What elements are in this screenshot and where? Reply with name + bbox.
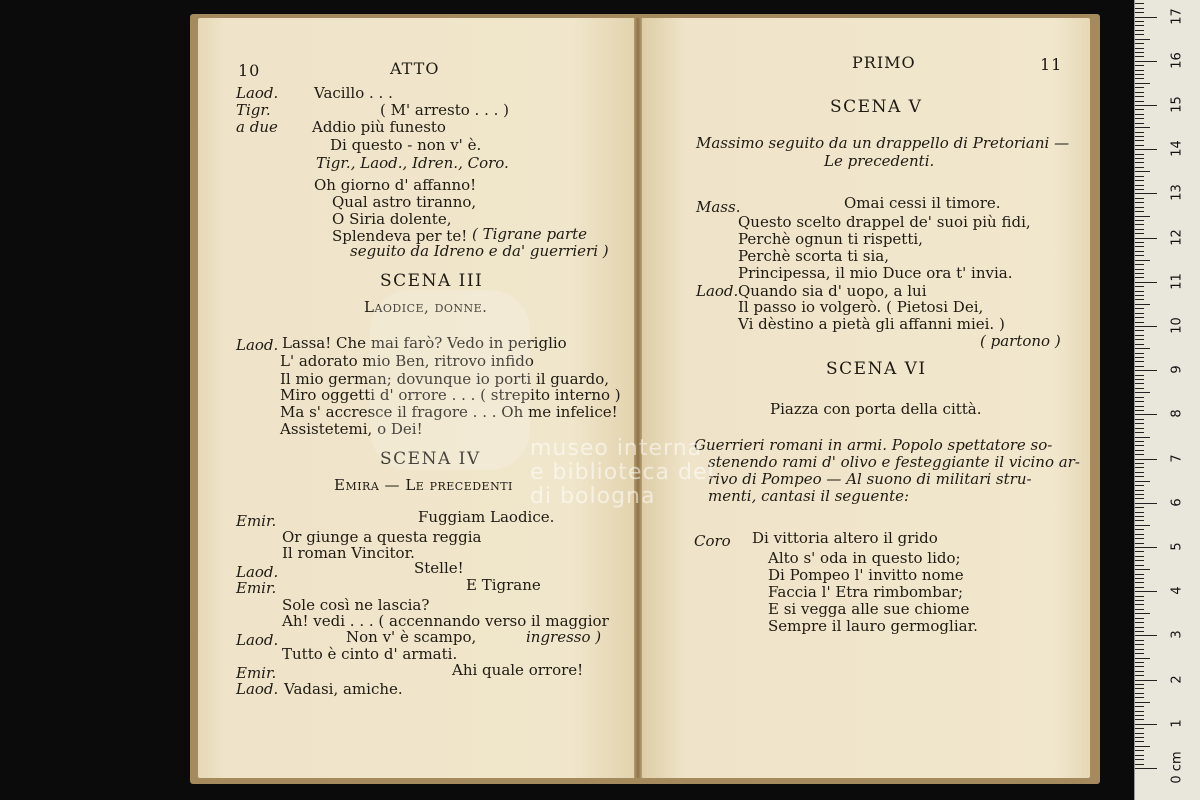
- ruler-tick: [1135, 167, 1144, 168]
- ruler-tick: [1135, 587, 1144, 588]
- ruler-tick: [1135, 295, 1144, 296]
- scene-title: SCENA V: [830, 97, 923, 117]
- verse-line: Vacillo . . .: [314, 84, 393, 102]
- ruler-tick: [1135, 596, 1144, 597]
- ruler-tick: [1135, 591, 1157, 592]
- ruler-tick: [1135, 662, 1144, 663]
- ruler-tick: [1135, 516, 1144, 517]
- ruler-tick: [1135, 476, 1144, 477]
- ruler-tick: [1135, 264, 1144, 265]
- scene-cast: Laodice, donne.: [364, 298, 488, 316]
- measurement-ruler: [1134, 0, 1200, 800]
- ruler-tick: [1135, 507, 1144, 508]
- ruler-number: 5: [1169, 542, 1185, 551]
- ruler-tick: [1135, 96, 1144, 97]
- ruler-tick: [1135, 17, 1157, 18]
- ruler-tick: [1135, 348, 1150, 349]
- ruler-number: 14: [1169, 140, 1185, 157]
- verse-line: Or giunge a questa reggia: [282, 528, 482, 546]
- ruler-tick: [1135, 118, 1144, 119]
- ruler-number: 10: [1169, 317, 1185, 334]
- ruler-tick: [1135, 715, 1144, 716]
- verse-line: Principessa, il mio Duce ora t' invia.: [738, 264, 1013, 282]
- verse-line: Ahi quale orrore!: [452, 661, 584, 679]
- verse-line: Non v' è scampo,: [346, 628, 477, 646]
- ruler-tick: [1135, 574, 1144, 575]
- verse-line: Lassa! Che mai farò? Vedo in periglio: [282, 334, 567, 352]
- ruler-tick: [1135, 145, 1144, 146]
- ruler-tick: [1135, 635, 1157, 636]
- stage-direction: ingresso ): [526, 628, 602, 646]
- ruler-number: 16: [1169, 52, 1185, 69]
- verse-line: E si vegga alle sue chiome: [768, 600, 970, 618]
- ruler-tick: [1135, 260, 1150, 261]
- ruler-tick: [1135, 25, 1144, 26]
- stage-direction: menti, cantasi il seguente:: [708, 487, 910, 505]
- ruler-tick: [1135, 410, 1144, 411]
- speaker: Emir.: [236, 512, 277, 530]
- ruler-tick: [1135, 693, 1144, 694]
- verse-line: ( M' arresto . . . ): [380, 101, 510, 119]
- ruler-tick: [1135, 176, 1144, 177]
- ruler-tick: [1135, 569, 1150, 570]
- speaker: Laod.: [236, 563, 279, 581]
- ruler-tick: [1135, 768, 1157, 769]
- ruler-tick: [1135, 61, 1157, 62]
- ruler-tick: [1135, 229, 1144, 230]
- ruler-tick: [1135, 207, 1144, 208]
- ruler-tick: [1135, 578, 1144, 579]
- ruler-tick: [1135, 423, 1144, 424]
- scene-cast: Emira — Le precedenti: [334, 476, 513, 494]
- verse-line: Perchè ognun ti rispetti,: [738, 230, 923, 248]
- ruler-tick: [1135, 640, 1144, 641]
- speaker: Emir.: [236, 664, 277, 682]
- ruler-tick: [1135, 12, 1144, 13]
- verse-line: Vadasi, amiche.: [284, 680, 403, 698]
- speaker: Laod.: [236, 631, 279, 649]
- ruler-tick: [1135, 87, 1144, 88]
- ruler-tick: [1135, 78, 1144, 79]
- verse-line: O Siria dolente,: [332, 210, 452, 228]
- ruler-tick: [1135, 534, 1144, 535]
- ruler-tick: [1135, 512, 1144, 513]
- scene-cast: Massimo seguito da un drappello di Pretoriani —: [696, 134, 1070, 152]
- scene-cast: Le precedenti.: [824, 152, 935, 170]
- ruler-tick: [1135, 392, 1150, 393]
- ruler-tick: [1135, 353, 1144, 354]
- ruler-tick: [1135, 445, 1144, 446]
- ruler-tick: [1135, 308, 1144, 309]
- ruler-tick: [1135, 600, 1144, 601]
- ruler-tick: [1135, 269, 1144, 270]
- ruler-tick: [1135, 291, 1144, 292]
- ruler-tick: [1135, 450, 1144, 451]
- ruler-tick: [1135, 189, 1144, 190]
- ruler-tick: [1135, 330, 1144, 331]
- ruler-tick: [1135, 149, 1157, 150]
- ruler-tick: [1135, 432, 1144, 433]
- ruler-tick: [1135, 401, 1144, 402]
- ruler-tick: [1135, 481, 1150, 482]
- ruler-tick: [1135, 43, 1144, 44]
- ruler-tick: [1135, 565, 1144, 566]
- ruler-tick: [1135, 101, 1144, 102]
- verse-line: Alto s' oda in questo lido;: [768, 549, 961, 567]
- right-page: [640, 18, 1090, 778]
- ruler-tick: [1135, 684, 1144, 685]
- ruler-tick: [1135, 560, 1144, 561]
- ruler-tick: [1135, 649, 1144, 650]
- ruler-number: 4: [1169, 586, 1185, 595]
- ruler-tick: [1135, 498, 1144, 499]
- speaker: Laod.: [236, 84, 279, 102]
- ruler-tick: [1135, 613, 1150, 614]
- ruler-tick: [1135, 224, 1144, 225]
- ruler-tick: [1135, 414, 1157, 415]
- ruler-number: 11: [1169, 273, 1185, 290]
- speaker: a due: [236, 118, 278, 136]
- verse-line: Ah! vedi . . . ( accennando verso il maggior: [282, 612, 609, 630]
- verse-line: Omai cessi il timore.: [844, 194, 1001, 212]
- watermark-text: di bologna: [530, 484, 656, 509]
- ruler-tick: [1135, 211, 1144, 212]
- right-running-head: PRIMO: [852, 53, 916, 72]
- stage-direction: Guerrieri romani in armi. Popolo spettatore so-: [694, 436, 1053, 454]
- ruler-tick: [1135, 216, 1150, 217]
- ruler-tick: [1135, 171, 1150, 172]
- ruler-number: 2: [1169, 674, 1185, 684]
- ruler-tick: [1135, 154, 1144, 155]
- ruler-tick: [1135, 397, 1144, 398]
- ruler-tick: [1135, 238, 1157, 239]
- ruler-tick: [1135, 494, 1144, 495]
- ruler-tick: [1135, 666, 1144, 667]
- speaker: Mass.: [696, 198, 741, 216]
- ruler-tick: [1135, 627, 1144, 628]
- verse-line: Perchè scorta ti sia,: [738, 247, 890, 265]
- ruler-tick: [1135, 706, 1144, 707]
- watermark-text: e biblioteca del: [530, 460, 715, 485]
- ruler-number: 9: [1169, 365, 1185, 374]
- ruler-tick: [1135, 339, 1144, 340]
- ruler-tick: [1135, 688, 1144, 689]
- verse-line: Di vittoria altero il grido: [752, 529, 938, 547]
- ruler-tick: [1135, 326, 1157, 327]
- ruler-number: 17: [1169, 7, 1185, 25]
- verse-line: Questo scelto drappel de' suoi più fidi,: [738, 213, 1031, 231]
- ruler-tick: [1135, 370, 1157, 371]
- verse-line: Sole così ne lascia?: [282, 596, 430, 614]
- verse-line: Assistetemi, o Dei!: [280, 420, 423, 438]
- verse-line: Fuggiam Laodice.: [418, 508, 555, 526]
- ruler-tick: [1135, 299, 1144, 300]
- stage-direction: ( Tigrane parte: [472, 225, 588, 243]
- ruler-tick: [1135, 34, 1144, 35]
- verse-line: Di Pompeo l' invitto nome: [768, 566, 964, 584]
- ruler-tick: [1135, 644, 1144, 645]
- verse-line: Stelle!: [414, 559, 464, 577]
- ruler-tick: [1135, 520, 1144, 521]
- book-gutter: [634, 18, 642, 778]
- speaker: Coro: [694, 532, 731, 550]
- ruler-tick: [1135, 56, 1144, 57]
- stage-direction: Tigr., Laod., Idren., Coro.: [316, 154, 509, 172]
- ruler-tick: [1135, 547, 1157, 548]
- ruler-tick: [1135, 582, 1144, 583]
- ruler-tick: [1135, 74, 1144, 75]
- left-page-number: 10: [238, 61, 261, 80]
- ruler-tick: [1135, 702, 1150, 703]
- ruler-tick: [1135, 39, 1150, 40]
- speaker: Laod.: [236, 336, 279, 354]
- verse-line: Splendeva per te!: [332, 227, 468, 245]
- ruler-tick: [1135, 733, 1144, 734]
- ruler-tick: [1135, 728, 1144, 729]
- ruler-tick: [1135, 454, 1144, 455]
- ruler-tick: [1135, 485, 1144, 486]
- ruler-tick: [1135, 48, 1144, 49]
- ruler-tick: [1135, 322, 1144, 323]
- ruler-tick: [1135, 92, 1144, 93]
- ruler-tick: [1135, 246, 1144, 247]
- ruler-tick: [1135, 242, 1144, 243]
- scene-title: SCENA IV: [380, 449, 481, 469]
- ruler-tick: [1135, 105, 1157, 106]
- ruler-number: 7: [1169, 453, 1185, 463]
- ruler-tick: [1135, 551, 1144, 552]
- ruler-tick: [1135, 233, 1144, 234]
- ruler-tick: [1135, 202, 1144, 203]
- ruler-tick: [1135, 419, 1144, 420]
- ruler-tick: [1135, 697, 1144, 698]
- ruler-tick: [1135, 21, 1144, 22]
- ruler-tick: [1135, 724, 1157, 725]
- ruler-tick: [1135, 459, 1157, 460]
- ruler-tick: [1135, 273, 1144, 274]
- scene-title: SCENA VI: [826, 359, 927, 379]
- ruler-tick: [1135, 388, 1144, 389]
- verse-line: Addio più funesto: [312, 118, 446, 136]
- left-running-head: ATTO: [390, 59, 440, 78]
- ruler-tick: [1135, 428, 1144, 429]
- verse-line: Il passo io volgerò. ( Pietosi Dei,: [738, 298, 984, 316]
- ruler-tick: [1135, 158, 1144, 159]
- ruler-tick: [1135, 361, 1144, 362]
- ruler-tick: [1135, 622, 1144, 623]
- ruler-tick: [1135, 406, 1144, 407]
- ruler-tick: [1135, 304, 1150, 305]
- verse-line: Faccia l' Etra rimbombar;: [768, 583, 964, 601]
- ruler-tick: [1135, 344, 1144, 345]
- verse-line: Quando sia d' uopo, a lui: [738, 282, 927, 300]
- ruler-tick: [1135, 556, 1144, 557]
- ruler-tick: [1135, 286, 1144, 287]
- ruler-tick: [1135, 711, 1144, 712]
- ruler-tick: [1135, 437, 1150, 438]
- ruler-tick: [1135, 357, 1144, 358]
- ruler-tick: [1135, 114, 1144, 115]
- watermark-text: museo interna: [530, 436, 703, 461]
- ruler-tick: [1135, 70, 1144, 71]
- ruler-tick: [1135, 609, 1144, 610]
- ruler-tick: [1135, 3, 1144, 4]
- ruler-tick: [1135, 282, 1157, 283]
- ruler-tick: [1135, 375, 1144, 376]
- ruler-tick: [1135, 127, 1150, 128]
- ruler-tick: [1135, 741, 1144, 742]
- ruler-tick: [1135, 490, 1144, 491]
- verse-line: Oh giorno d' affanno!: [314, 176, 477, 194]
- ruler-number: 8: [1169, 409, 1185, 419]
- verse-line: Il roman Vincitor.: [282, 544, 415, 562]
- ruler-tick: [1135, 441, 1144, 442]
- ruler-tick: [1135, 675, 1144, 676]
- ruler-tick: [1135, 759, 1144, 760]
- verse-line: Il mio german; dovunque io porti il guardo,: [280, 370, 610, 388]
- ruler-tick: [1135, 538, 1144, 539]
- ruler-tick: [1135, 618, 1144, 619]
- ruler-tick: [1135, 140, 1144, 141]
- ruler-tick: [1135, 680, 1157, 681]
- ruler-tick: [1135, 180, 1144, 181]
- verse-line: Di questo - non v' è.: [330, 136, 482, 154]
- speaker: Laod.: [236, 680, 279, 698]
- ruler-number: 12: [1169, 228, 1185, 246]
- ruler-tick: [1135, 198, 1144, 199]
- ruler-tick: [1135, 750, 1144, 751]
- speaker: Emir.: [236, 579, 277, 597]
- ruler-tick: [1135, 543, 1144, 544]
- ruler-tick: [1135, 335, 1144, 336]
- stage-direction: rivo di Pompeo — Al suono di militari stru-: [708, 470, 1032, 488]
- ruler-tick: [1135, 379, 1144, 380]
- ruler-number: 6: [1169, 498, 1185, 507]
- ruler-tick: [1135, 8, 1144, 9]
- stage-direction: seguito da Idreno e da' guerrieri ): [350, 242, 609, 260]
- ruler-tick: [1135, 193, 1157, 194]
- ruler-tick: [1135, 746, 1150, 747]
- ruler-tick: [1135, 317, 1144, 318]
- ruler-tick: [1135, 220, 1144, 221]
- ruler-tick: [1135, 653, 1144, 654]
- ruler-number: 15: [1169, 96, 1185, 113]
- ruler-tick: [1135, 658, 1150, 659]
- ruler-tick: [1135, 503, 1157, 504]
- ruler-tick: [1135, 604, 1144, 605]
- ruler-tick: [1135, 671, 1144, 672]
- ruler-unit: 0 cm: [1169, 751, 1185, 784]
- ruler-tick: [1135, 162, 1144, 163]
- ruler-number: 13: [1169, 184, 1185, 202]
- ruler-tick: [1135, 136, 1144, 137]
- ruler-tick: [1135, 463, 1144, 464]
- ruler-tick: [1135, 123, 1144, 124]
- watermark-logo: [370, 290, 530, 470]
- verse-line: Sempre il lauro germogliar.: [768, 617, 978, 635]
- ruler-tick: [1135, 472, 1144, 473]
- verse-line: Qual astro tiranno,: [332, 193, 477, 211]
- ruler-tick: [1135, 255, 1144, 256]
- ruler-tick: [1135, 719, 1144, 720]
- verse-line: Miro oggetti d' orrore . . . ( strepito interno ): [280, 386, 621, 404]
- scene-setting: Piazza con porta della città.: [770, 400, 982, 418]
- ruler-tick: [1135, 525, 1150, 526]
- ruler-tick: [1135, 467, 1144, 468]
- speaker: Laod.: [696, 282, 739, 300]
- scene-title: SCENA III: [380, 271, 484, 291]
- verse-line: Ma s' accresce il fragore . . . Oh me infelice!: [280, 403, 618, 421]
- verse-line: L' adorato mio Ben, ritrovo infido: [280, 352, 534, 370]
- ruler-number: 3: [1169, 630, 1185, 640]
- speaker: Tigr.: [236, 101, 271, 119]
- stage-direction: stenendo rami d' olivo e festeggiante il vicino ar-: [708, 453, 1080, 471]
- ruler-tick: [1135, 366, 1144, 367]
- ruler-tick: [1135, 383, 1144, 384]
- verse-line: E Tigrane: [466, 576, 541, 594]
- ruler-tick: [1135, 83, 1150, 84]
- ruler-tick: [1135, 277, 1144, 278]
- ruler-tick: [1135, 185, 1144, 186]
- verse-line: Tutto è cinto d' armati.: [282, 645, 458, 663]
- ruler-tick: [1135, 737, 1144, 738]
- verse-line: Vi dèstino a pietà gli affanni miei. ): [738, 315, 1005, 333]
- ruler-tick: [1135, 65, 1144, 66]
- stage-direction: ( partono ): [980, 332, 1061, 350]
- ruler-tick: [1135, 251, 1144, 252]
- ruler-tick: [1135, 631, 1144, 632]
- ruler-tick: [1135, 132, 1144, 133]
- ruler-tick: [1135, 755, 1144, 756]
- right-page-number: 11: [1040, 55, 1063, 74]
- ruler-tick: [1135, 52, 1144, 53]
- ruler-tick: [1135, 30, 1144, 31]
- ruler-tick: [1135, 109, 1144, 110]
- ruler-number: 1: [1169, 719, 1185, 728]
- ruler-tick: [1135, 529, 1144, 530]
- ruler-tick: [1135, 313, 1144, 314]
- ruler-tick: [1135, 764, 1144, 765]
